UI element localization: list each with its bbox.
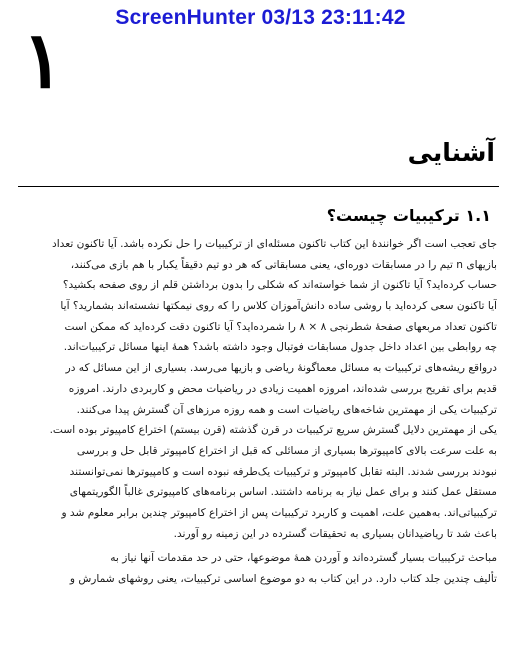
screenhunter-watermark: ScreenHunter 03/13 23:11:42 bbox=[115, 6, 406, 29]
chapter-number: ۱ bbox=[22, 15, 64, 106]
text-line: درواقع ریشه‌های ترکیبیات به مسائل معماگونهٔ ریاضی و بازیها می‌رسد. بسیاری از این مسائل که در bbox=[65, 362, 497, 375]
text-line: ترکیبیات یکی از مهمترین شاخه‌های ریاضیات است و همه روزه مرزهای آن گسترش پیدا می‌کنند. bbox=[76, 403, 497, 416]
chapter-title: آشنایی bbox=[407, 138, 495, 167]
text-line: آیا تاکنون سعی کرده‌اید با روشی ساده دانش‌آموزان کلاس را که روی نیمکتها نشسته‌اند بشمارید؟ آیا bbox=[60, 300, 497, 313]
text-line: چه روابطی بین اعداد داخل جدول مسابقات فوتبال وجود داشته باشد؟ همهٔ اینها مسائل ترکیبیات‌اند. bbox=[63, 341, 497, 354]
text-line: باعث شد تا ریاضیدانان بسیاری به تحقیقات گسترده در این زمینه رو آورند. bbox=[173, 527, 497, 540]
text-line: نبودند بررسی شدند. البته تقابل کامپیوتر و ترکیبیات یک‌طرفه نبوده است و کامپیوترها نمی‌توانستند bbox=[69, 465, 497, 478]
text-line: تألیف چندین جلد کتاب دارد. در این کتاب به دو موضوع اساسی ترکیبیات، یعنی روشهای شمارش و bbox=[69, 573, 497, 585]
text-line: حساب کرده‌اید؟ آیا تاکنون از شما خواسته‌اند که شکلی را بدون برداشتن قلم از روی صفحه بکشید؟ bbox=[62, 279, 497, 292]
body-text bbox=[19, 234, 497, 590]
text-line: بازیهای n تیم را در مسابقات دوره‌ای، یعنی مسابقاتی که هر دو تیم دقیقاً یکبار با هم بازی می‌کنند، bbox=[70, 258, 497, 271]
text-line: تاکنون تعداد مربعهای صفحهٔ شطرنجی ۸ × ۸ را شمرده‌اید؟ آیا تاکنون دقت کرده‌اید که ممکن است bbox=[64, 320, 497, 333]
text-line: ترکیبیاتی‌اند. به‌همین علت، اهمیت و کاربرد ترکیبیات پس از اختراع کامپیوتر چندین برابر معلوم شد و bbox=[61, 506, 497, 519]
text-line: جای تعجب است اگر خوانندهٔ این کتاب تاکنون مسئله‌ای از ترکیبیات را حل نکرده باشد. آیا تاکنون تعداد bbox=[52, 238, 497, 250]
chapter-divider bbox=[18, 186, 499, 187]
text-line: به علت سرعت بالای کامپیوترها بسیاری از مسائلی که قبل از اختراع کامپیوتر قابل حل و بررسی bbox=[76, 444, 497, 457]
text-line: مباحث ترکیبیات بسیار گسترده‌اند و آوردن همهٔ موضوعها، حتی در حد مقدمات آنها نیاز به bbox=[110, 552, 497, 565]
text-line: مستقل عمل کنند و برای عمل نیاز به برنامه داشتند. اساس برنامه‌های کامپیوتری غالباً الگوریتمهای bbox=[69, 486, 497, 499]
section-heading: ۱.۱ ترکیبیات چیست؟ bbox=[326, 206, 491, 225]
text-line: یکی از مهمترین دلایل گسترش سریع ترکیبیات در قرن گذشته (قرن بیستم) اختراع کامپیوتر بوده است. bbox=[49, 424, 497, 437]
text-line: قدیم برای تفریح بررسی شده‌اند، امروزه اهمیت زیادی در ریاضیات محض و کاربردی دارند. امروزه bbox=[68, 382, 497, 395]
